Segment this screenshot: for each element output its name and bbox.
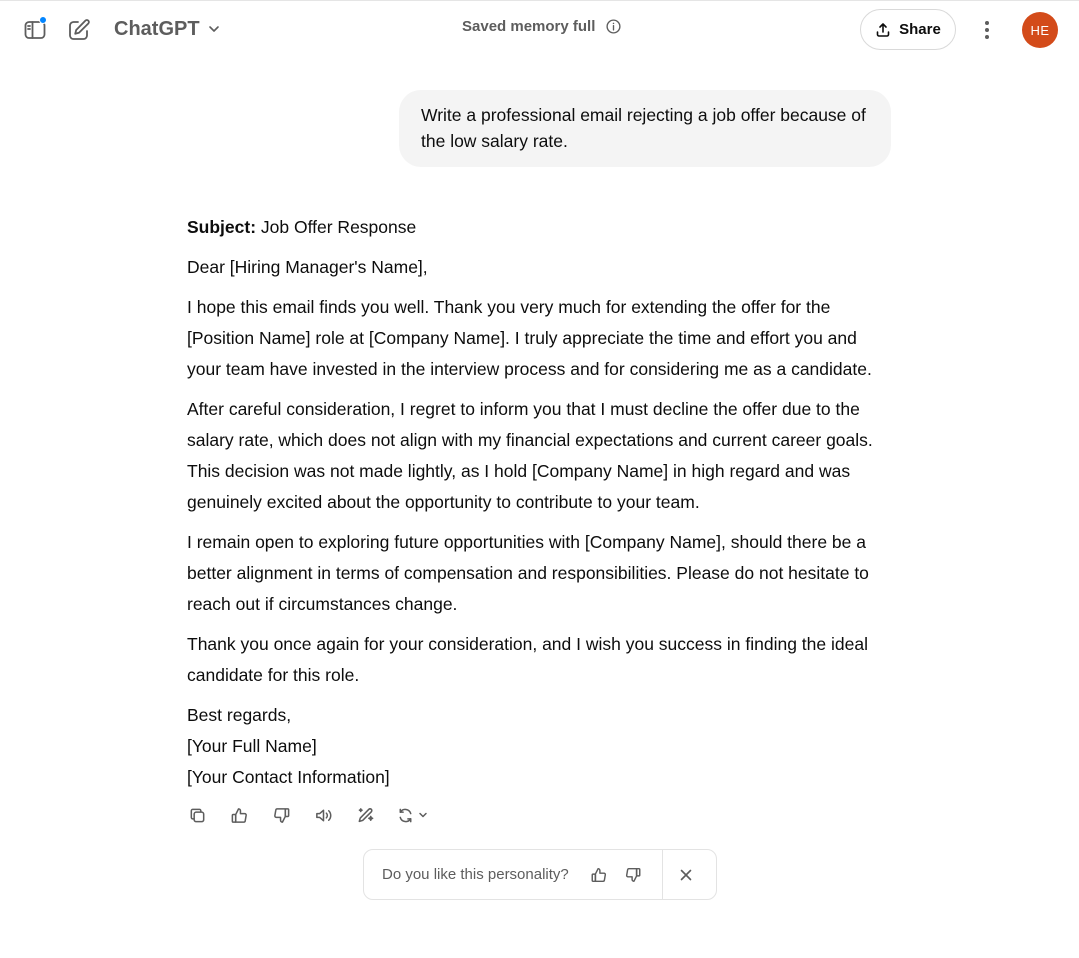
new-chat-icon <box>67 18 91 42</box>
close-icon <box>677 866 695 884</box>
email-signature <box>187 700 887 793</box>
share-label: Share <box>899 21 941 38</box>
memory-status-text: Saved memory full <box>462 18 596 35</box>
bad-response-button[interactable] <box>264 798 298 832</box>
message-actions <box>180 798 442 832</box>
share-icon <box>875 22 891 38</box>
feedback-question: Do you like this personality? <box>382 866 569 883</box>
email-subject <box>187 212 887 243</box>
share-button[interactable] <box>860 9 956 50</box>
user-message: Write a professional email rejecting a job offer because of the low salary rate. <box>399 90 891 167</box>
vertical-dots-icon <box>975 18 999 42</box>
email-greeting: Dear [Hiring Manager's Name], <box>187 257 428 277</box>
new-chat-button[interactable] <box>61 12 97 48</box>
signature-contact: [Your Contact Information] <box>187 767 390 787</box>
info-icon <box>605 18 622 35</box>
regenerate-icon <box>396 806 415 825</box>
chevron-down-icon <box>206 21 222 37</box>
email-paragraph: I hope this email finds you well. Thank you very much for extending the offer for the [Position Name] role at [Company Name]. I truly appreciate the time and effort you and your team have invested in the interview process and for considering me as a candidate. <box>187 297 872 379</box>
sidebar-toggle-button[interactable] <box>17 12 53 48</box>
dislike-personality-button[interactable] <box>616 858 650 892</box>
like-personality-button[interactable] <box>582 858 616 892</box>
email-closing: Best regards, <box>187 705 292 725</box>
thumbs-down-icon <box>624 866 642 884</box>
thumbs-down-icon <box>272 806 291 825</box>
read-aloud-icon <box>314 806 333 825</box>
good-response-button[interactable] <box>222 798 256 832</box>
copy-icon <box>188 806 207 825</box>
edit-in-canvas-icon <box>356 806 375 825</box>
copy-button[interactable] <box>180 798 214 832</box>
close-feedback-button[interactable] <box>669 858 703 892</box>
regenerate-button[interactable] <box>390 798 434 832</box>
more-options-button[interactable] <box>969 12 1005 48</box>
top-bar <box>0 0 1079 58</box>
memory-status[interactable] <box>462 18 622 35</box>
email-paragraph: I remain open to exploring future opportunities with [Company Name], should there be a better alignment in terms of compensation and responsibilities. Please do not hesitate to reach out if circumstances change. <box>187 532 869 614</box>
thumbs-up-icon <box>590 866 608 884</box>
thumbs-up-icon <box>230 806 249 825</box>
edit-in-canvas-button[interactable] <box>348 798 382 832</box>
assistant-message <box>187 212 887 793</box>
subject-label: Subject: <box>187 217 257 237</box>
user-avatar[interactable]: HE <box>1022 12 1058 48</box>
subject-text: Job Offer Response <box>256 217 417 237</box>
signature-name: [Your Full Name] <box>187 736 317 756</box>
personality-feedback-prompt <box>363 849 717 900</box>
email-paragraph: Thank you once again for your consideration, and I wish you success in finding the ideal candidate for this role. <box>187 634 868 685</box>
model-selector[interactable] <box>106 11 230 47</box>
notification-dot <box>39 16 47 24</box>
chevron-down-icon <box>417 809 429 821</box>
model-name: ChatGPT <box>114 17 200 40</box>
divider <box>662 850 663 900</box>
read-aloud-button[interactable] <box>306 798 340 832</box>
email-paragraph: After careful consideration, I regret to inform you that I must decline the offer due to the salary rate, which does not align with my financial expectations and current career goals. This decision was not made lightly, as I hold [Company Name] in high regard and was genuinely excited about the opportunity to contribute to your team. <box>187 399 873 512</box>
